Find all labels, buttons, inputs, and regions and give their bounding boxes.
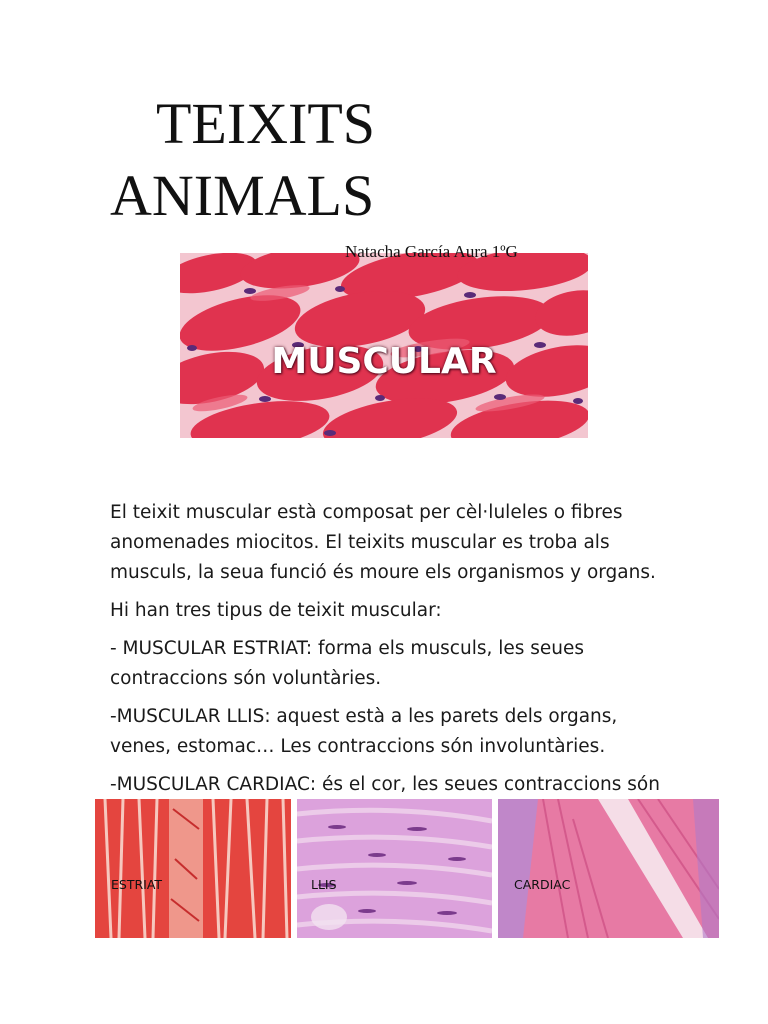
striated-muscle-illustration [95, 799, 291, 938]
page-title [110, 88, 450, 232]
title-line-2: ANIMALS [110, 163, 375, 228]
smooth-muscle-illustration [297, 799, 492, 938]
thumbnail-row [0, 799, 768, 939]
thumbnail-estriat [95, 799, 291, 938]
cardiac-muscle-illustration [498, 799, 719, 938]
thumbnail-label-llis: LLIS [311, 877, 337, 892]
author-name: Natacha García Aura 1ºG [345, 242, 518, 261]
title-line-1: TEIXITS [156, 91, 376, 156]
hero-muscle-image [180, 253, 588, 438]
thumbnail-llis [297, 799, 492, 938]
paragraph-intro: El teixit muscular està composat per cèl·luleles o fibres anomenades miocitos. El teixits muscular es troba als musculs, la seua funció és moure els organismos y organs. [110, 502, 656, 583]
paragraph-estriat: - MUSCULAR ESTRIAT: forma els musculs, les seues contraccions són voluntàries. [110, 638, 585, 689]
thumbnail-cardiac [498, 799, 719, 938]
thumbnail-label-cardiac: CARDIAC [514, 877, 571, 892]
paragraph-llis: -MUSCULAR LLIS: aquest està a les parets dels organs, venes, estomac… Les contraccions són involuntàries. [110, 706, 618, 757]
paragraph-types: Hi han tres tipus de teixit muscular: [110, 600, 442, 621]
paragraph-cardiac: -MUSCULAR CARDIAC: és el cor, les seues contraccions són [110, 774, 660, 795]
thumbnail-label-estriat: ESTRIAT [111, 877, 163, 892]
hero-label: MUSCULAR [271, 341, 497, 382]
body-text [110, 498, 670, 838]
